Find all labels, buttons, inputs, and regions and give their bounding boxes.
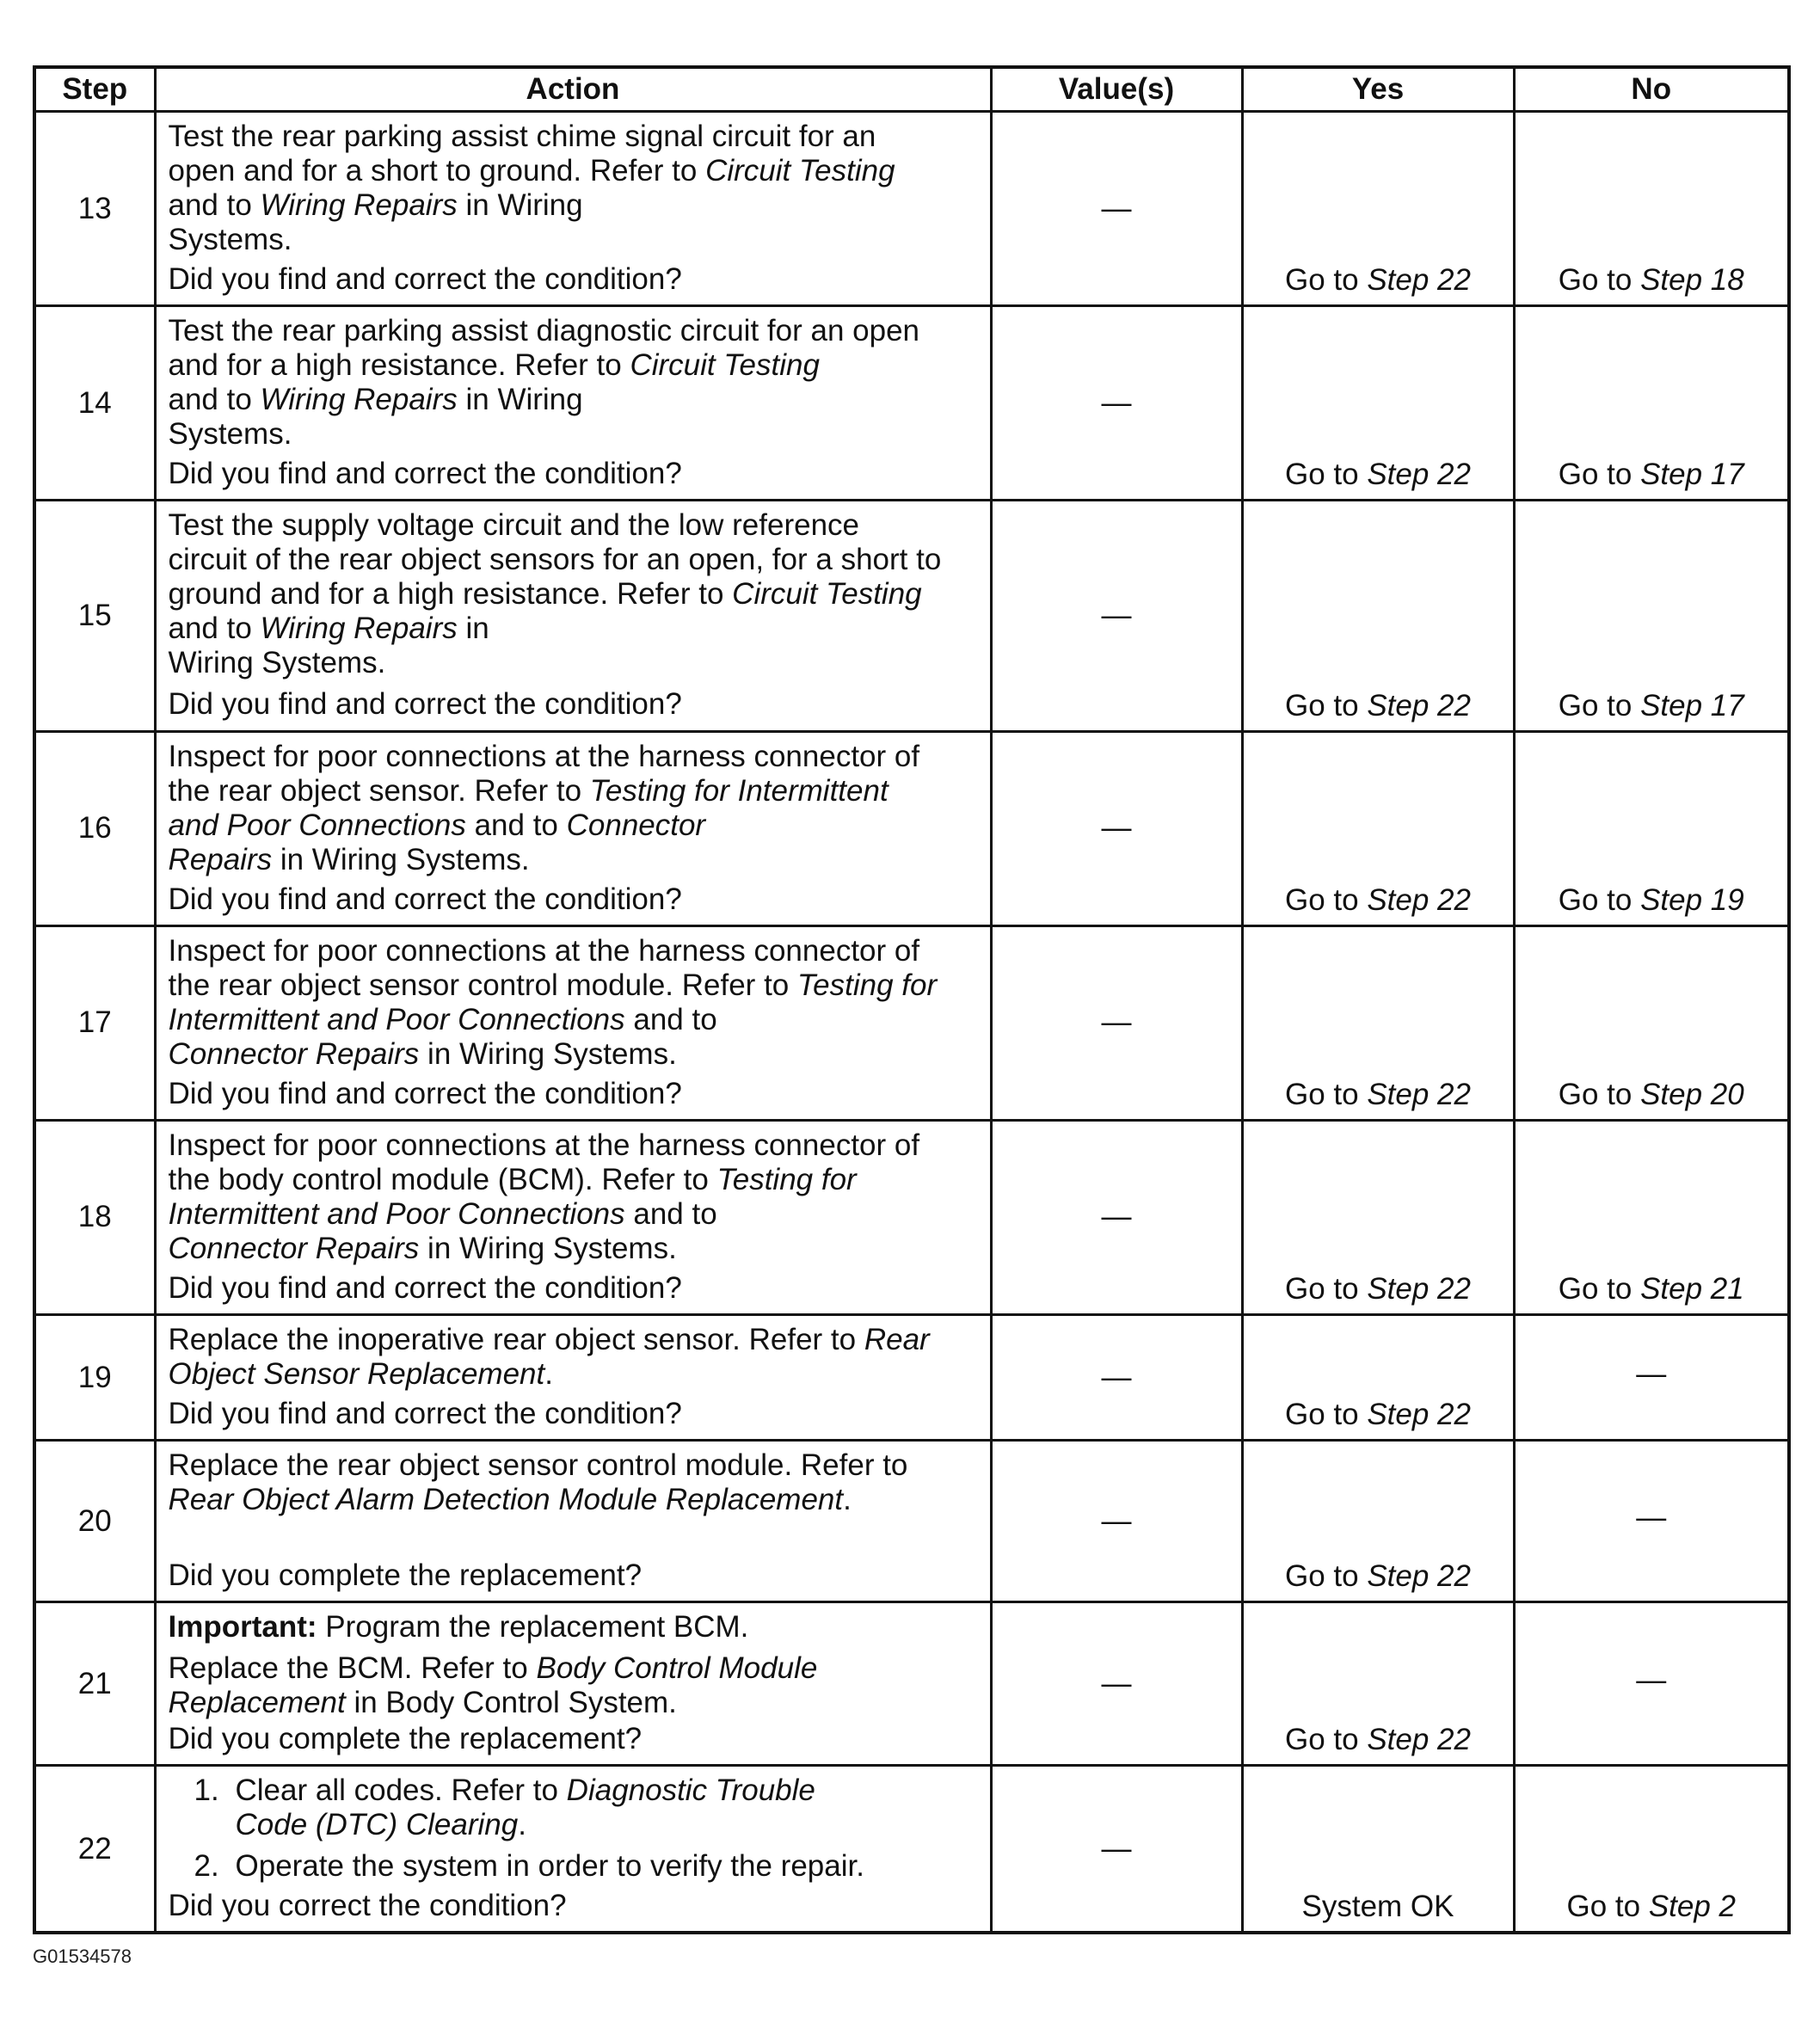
action-cell	[155, 1314, 991, 1440]
action-line	[169, 1448, 978, 1483]
action-text	[169, 740, 978, 877]
yes-cell	[1242, 112, 1514, 306]
step-number: 21	[34, 1602, 155, 1766]
text-span: Operate the system in order to verify the repair.	[235, 1849, 864, 1884]
reference-link-text: Testing for	[796, 968, 938, 1002]
list-line	[236, 1808, 815, 1842]
text-span: and to	[168, 188, 261, 222]
action-line	[169, 120, 978, 154]
value-cell: —	[991, 731, 1242, 925]
reference-link-text: Code (DTC) Clearing	[235, 1808, 519, 1842]
action-line	[169, 843, 978, 877]
list-item	[169, 1774, 978, 1842]
reference-link-text: Testing for Intermittent	[589, 773, 888, 808]
text-span: .	[544, 1356, 553, 1391]
action-line	[169, 508, 978, 543]
reference-link-text: Wiring Repairs	[260, 383, 458, 417]
value-cell: —	[991, 501, 1242, 731]
action-line	[169, 934, 978, 968]
reference-link-text: Connector	[566, 808, 706, 842]
reference-link-text: Body Control Module	[536, 1651, 818, 1686]
no-cell	[1514, 731, 1789, 925]
no-cell	[1514, 306, 1789, 501]
text-span: and to	[168, 383, 261, 417]
reference-link-text: Diagnostic Trouble	[566, 1774, 815, 1808]
action-cell	[155, 1441, 991, 1602]
question-text: Did you find and correct the condition?	[168, 457, 682, 491]
action-line	[169, 612, 978, 646]
reference-link-text: Step 18	[1640, 263, 1744, 298]
reference-link-text: Circuit Testing	[630, 348, 820, 383]
table-row	[34, 1441, 1789, 1602]
header-yes: Yes	[1242, 67, 1514, 112]
reference-link-text: Step 22	[1367, 1077, 1471, 1111]
text-span: —	[1636, 1356, 1667, 1391]
header-step: Step	[34, 67, 155, 112]
action-line	[169, 1323, 978, 1357]
reference-link-text: Step 22	[1367, 1271, 1471, 1306]
reference-link-text: Object Sensor Replacement	[168, 1356, 545, 1391]
text-span: System OK	[1301, 1890, 1454, 1923]
text-span: Test the rear parking assist chime signal circuit for an	[168, 120, 876, 153]
action-line	[169, 1197, 978, 1232]
reference-link-text: Step 22	[1367, 688, 1471, 722]
table-row	[34, 501, 1789, 731]
step-number: 13	[34, 112, 155, 306]
text-span: Go to	[1285, 1271, 1368, 1306]
text-span: in Wiring Systems.	[419, 1036, 677, 1071]
text-span: Go to	[1285, 458, 1368, 492]
text-span: the rear object sensor control module. Refer to	[168, 968, 797, 1002]
reference-link-text: Step 19	[1640, 882, 1744, 917]
step-number: 14	[34, 306, 155, 501]
action-cell	[155, 925, 991, 1120]
table-row	[34, 1120, 1789, 1314]
yes-cell	[1242, 1766, 1514, 1933]
action-line	[169, 1483, 978, 1517]
text-span: and for a high resistance. Refer to	[168, 348, 630, 383]
value-cell: —	[991, 1766, 1242, 1933]
text-span: .	[518, 1808, 526, 1842]
action-line	[169, 314, 978, 348]
reference-link-text: Step 22	[1367, 263, 1471, 298]
yes-cell	[1242, 731, 1514, 925]
action-line	[169, 808, 978, 843]
action-line	[169, 1686, 978, 1720]
question-text: Did you find and correct the condition?	[168, 1076, 682, 1110]
reference-link-text: Step 22	[1367, 458, 1471, 492]
text-span: Systems.	[168, 223, 292, 256]
text-span: in Wiring Systems.	[419, 1231, 677, 1265]
text-span: Go to	[1285, 263, 1368, 298]
header-action: Action	[155, 67, 991, 112]
text-span: Go to	[1566, 1890, 1649, 1923]
text-span: Replace the inoperative rear object sensor. Refer to	[168, 1322, 864, 1356]
step-number: 16	[34, 731, 155, 925]
reference-link-text: Step 21	[1640, 1271, 1744, 1306]
list-text	[236, 1849, 864, 1884]
action-cell	[155, 501, 991, 731]
reference-link-text: Step 2	[1648, 1890, 1737, 1923]
text-span: in Body Control System.	[345, 1686, 677, 1720]
header-row	[34, 67, 1789, 112]
action-line	[169, 1357, 978, 1392]
question-text: Did you correct the condition?	[168, 1889, 567, 1923]
step-number: 19	[34, 1314, 155, 1440]
reference-link-text: Wiring Repairs	[260, 612, 458, 646]
list-line	[236, 1774, 815, 1808]
text-span: Replace the BCM. Refer to	[168, 1651, 537, 1686]
reference-link-text: and Poor Connections	[168, 808, 466, 842]
action-line	[169, 1163, 978, 1197]
text-span: Systems.	[168, 417, 292, 452]
text-span: Go to	[1558, 458, 1641, 492]
value-cell: —	[991, 925, 1242, 1120]
yes-cell	[1242, 306, 1514, 501]
value-cell: —	[991, 1602, 1242, 1766]
question-text: Did you find and correct the condition?	[168, 262, 682, 296]
action-line	[169, 543, 978, 577]
step-number: 18	[34, 1120, 155, 1314]
action-line	[169, 968, 978, 1003]
text-span: and to	[624, 1002, 717, 1036]
text-span: in Wiring	[457, 188, 583, 222]
text-span: Program the replacement BCM.	[317, 1610, 749, 1644]
text-span: Go to	[1558, 263, 1641, 298]
header-values: Value(s)	[991, 67, 1242, 112]
action-line	[169, 383, 978, 417]
text-span: —	[1636, 1663, 1667, 1697]
action-cell	[155, 1120, 991, 1314]
action-line	[169, 223, 978, 257]
action-line	[169, 1232, 978, 1266]
table-row	[34, 1602, 1789, 1766]
important-label: Important:	[168, 1610, 317, 1644]
question-text: Did you complete the replacement?	[168, 1722, 643, 1756]
action-line	[169, 577, 978, 612]
diagnostic-table	[33, 65, 1791, 1934]
table-row	[34, 731, 1789, 925]
reference-link-text: Circuit Testing	[732, 577, 922, 612]
value-cell: —	[991, 1314, 1242, 1440]
question-text: Did you find and correct the condition?	[168, 1396, 682, 1430]
reference-link-text: Connector Repairs	[168, 1231, 420, 1265]
text-span: Go to	[1558, 688, 1641, 722]
text-span: Go to	[1558, 1271, 1641, 1306]
reference-link-text: Testing for	[716, 1162, 857, 1196]
table-row	[34, 112, 1789, 306]
step-number: 22	[34, 1766, 155, 1933]
reference-link-text: Repairs	[168, 842, 273, 876]
action-line	[169, 1003, 978, 1037]
action-line	[169, 1128, 978, 1163]
text-span: in	[457, 612, 489, 646]
reference-link-text: Intermittent and Poor Connections	[168, 1196, 625, 1231]
action-text	[169, 314, 978, 452]
text-span: in Wiring	[457, 383, 583, 417]
text-span: the body control module (BCM). Refer to	[168, 1162, 717, 1196]
no-cell	[1514, 1314, 1789, 1440]
action-line	[169, 1651, 978, 1686]
yes-cell	[1242, 1602, 1514, 1766]
table-body	[34, 112, 1789, 1933]
action-text	[169, 934, 978, 1072]
text-span: the rear object sensor. Refer to	[168, 773, 590, 808]
action-cell	[155, 731, 991, 925]
text-span: Go to	[1558, 882, 1641, 917]
text-span: and to	[465, 808, 567, 842]
text-span: ground and for a high resistance. Refer to	[168, 577, 733, 612]
action-text	[169, 1774, 978, 1884]
reference-link-text: Step 22	[1367, 1559, 1471, 1594]
no-cell	[1514, 925, 1789, 1120]
step-number: 15	[34, 501, 155, 731]
text-span: Go to	[1285, 1559, 1368, 1594]
action-line	[169, 646, 978, 680]
action-text	[169, 1448, 978, 1517]
text-span: Test the rear parking assist diagnostic circuit for an open	[168, 314, 919, 348]
action-text	[169, 120, 978, 257]
header-no: No	[1514, 67, 1789, 112]
yes-cell	[1242, 1314, 1514, 1440]
question-text: Did you find and correct the condition?	[168, 687, 682, 722]
action-text	[169, 508, 978, 680]
table-row	[34, 925, 1789, 1120]
value-cell: —	[991, 306, 1242, 501]
reference-link-text: Rear	[864, 1322, 930, 1356]
value-cell: —	[991, 1120, 1242, 1314]
action-text	[169, 1323, 978, 1392]
reference-link-text: Intermittent and Poor Connections	[168, 1002, 625, 1036]
text-span: and to	[168, 612, 261, 646]
text-span: Inspect for poor connections at the harness connector of	[168, 1128, 920, 1162]
text-span: Clear all codes. Refer to	[235, 1774, 567, 1808]
text-span: Go to	[1558, 1077, 1641, 1111]
text-span: Go to	[1285, 1398, 1368, 1432]
no-cell	[1514, 1120, 1789, 1314]
no-cell	[1514, 112, 1789, 306]
action-line	[169, 188, 978, 223]
action-line	[169, 348, 978, 383]
yes-cell	[1242, 1120, 1514, 1314]
text-span: circuit of the rear object sensors for an open, for a short to	[168, 543, 942, 577]
action-line	[169, 1610, 978, 1644]
figure-id: G01534578	[33, 1946, 132, 1967]
text-span: Go to	[1285, 1723, 1368, 1757]
text-span: and to	[624, 1196, 717, 1231]
yes-cell	[1242, 501, 1514, 731]
reference-link-text: Step 17	[1640, 458, 1744, 492]
value-cell: —	[991, 112, 1242, 306]
text-span: Wiring Systems.	[168, 646, 386, 680]
yes-cell	[1242, 925, 1514, 1120]
table-row	[34, 306, 1789, 501]
step-number: 20	[34, 1441, 155, 1602]
reference-link-text: Connector Repairs	[168, 1036, 420, 1071]
text-span: Inspect for poor connections at the harness connector of	[168, 933, 920, 968]
action-text	[169, 1128, 978, 1266]
reference-link-text: Step 22	[1367, 1723, 1471, 1757]
no-cell	[1514, 501, 1789, 731]
action-cell	[155, 1602, 991, 1766]
action-cell	[155, 1766, 991, 1933]
action-text	[169, 1610, 978, 1720]
action-line	[169, 154, 978, 188]
action-cell	[155, 306, 991, 501]
question-text: Did you complete the replacement?	[168, 1558, 643, 1593]
text-span: .	[843, 1483, 852, 1517]
action-line	[169, 740, 978, 774]
value-cell: —	[991, 1441, 1242, 1602]
question-text: Did you find and correct the condition?	[168, 882, 682, 916]
yes-cell	[1242, 1441, 1514, 1602]
text-span: in Wiring Systems.	[272, 842, 530, 876]
question-text: Did you find and correct the condition?	[168, 1270, 682, 1305]
list-number: 1.	[194, 1774, 219, 1808]
reference-link-text: Step 22	[1367, 882, 1471, 917]
text-span: —	[1636, 1500, 1667, 1534]
list-text	[236, 1774, 815, 1842]
text-span: Go to	[1285, 882, 1368, 917]
reference-link-text: Rear Object Alarm Detection Module Replacement	[168, 1483, 844, 1517]
no-cell	[1514, 1441, 1789, 1602]
reference-link-text: Step 17	[1640, 688, 1744, 722]
list-number: 2.	[194, 1849, 219, 1884]
action-line	[169, 417, 978, 452]
no-cell	[1514, 1766, 1789, 1933]
action-line	[169, 774, 978, 808]
reference-link-text: Step 22	[1367, 1398, 1471, 1432]
table-row	[34, 1766, 1789, 1933]
text-span: Go to	[1285, 1077, 1368, 1111]
text-span: Inspect for poor connections at the harness connector of	[168, 739, 920, 773]
list-item	[169, 1849, 978, 1884]
reference-link-text: Wiring Repairs	[260, 188, 458, 222]
text-span: Replace the rear object sensor control module. Refer to	[168, 1448, 908, 1483]
action-cell	[155, 112, 991, 306]
table-row	[34, 1314, 1789, 1440]
step-number: 17	[34, 925, 155, 1120]
reference-link-text: Step 20	[1640, 1077, 1744, 1111]
text-span: Test the supply voltage circuit and the low reference	[168, 508, 859, 543]
reference-link-text: Replacement	[168, 1686, 346, 1720]
text-span: open and for a short to ground. Refer to	[168, 154, 706, 188]
reference-link-text: Circuit Testing	[705, 154, 895, 188]
text-span: Go to	[1285, 688, 1368, 722]
action-line	[169, 1037, 978, 1072]
list-line	[236, 1849, 864, 1884]
no-cell	[1514, 1602, 1789, 1766]
